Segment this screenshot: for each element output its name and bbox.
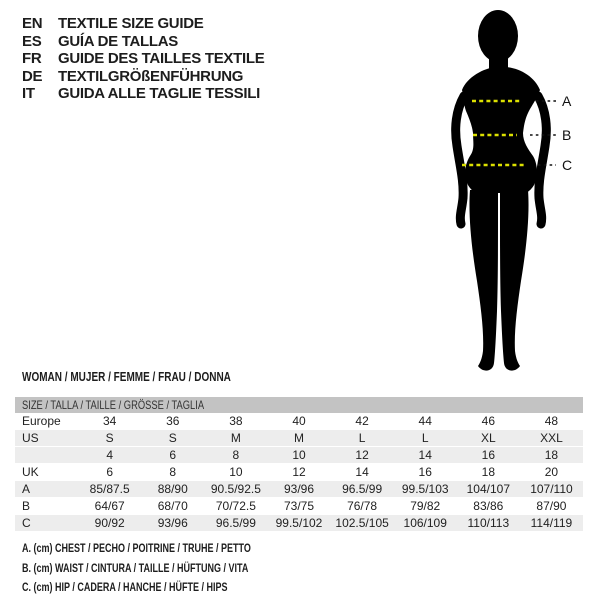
cell: 76/78 bbox=[331, 498, 394, 515]
cell: 6 bbox=[78, 464, 141, 481]
cell: 14 bbox=[394, 447, 457, 464]
cell: 70/72.5 bbox=[204, 498, 267, 515]
cell: 87/90 bbox=[520, 498, 583, 515]
cell: 4 bbox=[78, 447, 141, 464]
language-title: GUIDE DES TAILLES TEXTILE bbox=[58, 50, 265, 68]
language-row-de bbox=[22, 68, 264, 86]
cell: 96.5/99 bbox=[204, 515, 267, 532]
size-table-header-text: SIZE / TALLA / TAILLE / GRÖSSE / TAGLIA bbox=[22, 398, 205, 412]
cell: 68/70 bbox=[141, 498, 204, 515]
cell: 38 bbox=[204, 413, 267, 430]
language-row-fr bbox=[22, 50, 264, 68]
row-label: C bbox=[15, 515, 78, 532]
row-chest bbox=[15, 481, 583, 498]
cell: 6 bbox=[141, 447, 204, 464]
cell: S bbox=[141, 430, 204, 447]
size-table-header bbox=[15, 397, 583, 413]
cell: 64/67 bbox=[78, 498, 141, 515]
cell: 34 bbox=[78, 413, 141, 430]
language-code: EN bbox=[22, 15, 43, 33]
silhouette-body bbox=[456, 10, 547, 371]
language-title: GUIDA ALLE TAGLIE TESSILI bbox=[58, 85, 260, 103]
cell: 90.5/92.5 bbox=[204, 481, 267, 498]
cell: M bbox=[267, 430, 330, 447]
row-label: Europe bbox=[15, 413, 78, 430]
language-code: IT bbox=[22, 85, 35, 103]
cell: 14 bbox=[331, 464, 394, 481]
row-label: A bbox=[15, 481, 78, 498]
cell: 102.5/105 bbox=[331, 515, 394, 532]
cell: 93/96 bbox=[141, 515, 204, 532]
cell: 8 bbox=[141, 464, 204, 481]
cell: 20 bbox=[520, 464, 583, 481]
marker-a-label: A bbox=[562, 93, 572, 109]
row-label: UK bbox=[15, 464, 78, 481]
legend-hip: C. (cm) HIP / CADERA / HANCHE / HÜFTE / HIPS bbox=[22, 580, 228, 594]
cell: 83/86 bbox=[457, 498, 520, 515]
cell: XXL bbox=[520, 430, 583, 447]
cell: 110/113 bbox=[457, 515, 520, 532]
row-waist bbox=[15, 498, 583, 515]
cell: 42 bbox=[331, 413, 394, 430]
cell: 10 bbox=[204, 464, 267, 481]
legend-chest: A. (cm) CHEST / PECHO / POITRINE / TRUHE / PETTO bbox=[22, 541, 251, 555]
cell: 10 bbox=[267, 447, 330, 464]
language-list bbox=[22, 15, 264, 103]
silhouette-right-arm bbox=[538, 96, 546, 224]
cell: 96.5/99 bbox=[331, 481, 394, 498]
cell: 12 bbox=[331, 447, 394, 464]
cell: 99.5/102 bbox=[267, 515, 330, 532]
cell: 93/96 bbox=[267, 481, 330, 498]
cell: 46 bbox=[457, 413, 520, 430]
section-title: WOMAN / MUJER / FEMME / FRAU / DONNA bbox=[22, 370, 231, 384]
row-label: B bbox=[15, 498, 78, 515]
language-code: ES bbox=[22, 32, 42, 50]
row-hip bbox=[15, 515, 583, 532]
cell: 40 bbox=[267, 413, 330, 430]
row-us bbox=[15, 430, 583, 447]
language-title: TEXTILE SIZE GUIDE bbox=[58, 15, 204, 33]
language-code: DE bbox=[22, 67, 43, 85]
cell: 16 bbox=[457, 447, 520, 464]
measure-legend bbox=[22, 539, 327, 598]
cell: 8 bbox=[204, 447, 267, 464]
cell: 18 bbox=[457, 464, 520, 481]
marker-c-label: C bbox=[562, 157, 573, 173]
silhouette-right-leg bbox=[500, 190, 529, 371]
cell: 114/119 bbox=[520, 515, 583, 532]
row-label: US bbox=[15, 430, 78, 447]
language-code: FR bbox=[22, 50, 42, 68]
cell: 73/75 bbox=[267, 498, 330, 515]
cell: M bbox=[204, 430, 267, 447]
row-uk bbox=[15, 464, 583, 481]
legend-waist: B. (cm) WAIST / CINTURA / TAILLE / HÜFTUNG / VITA bbox=[22, 560, 249, 575]
cell: 36 bbox=[141, 413, 204, 430]
language-title: GUÍA DE TALLAS bbox=[58, 32, 178, 50]
language-title: TEXTILGRÖßENFÜHRUNG bbox=[58, 67, 244, 85]
marker-b-label: B bbox=[562, 127, 572, 143]
cell: 48 bbox=[520, 413, 583, 430]
language-row-it bbox=[22, 85, 264, 103]
cell: 104/107 bbox=[457, 481, 520, 498]
row-label bbox=[15, 447, 78, 464]
silhouette-left-arm bbox=[456, 96, 464, 224]
cell: L bbox=[394, 430, 457, 447]
cell: 88/90 bbox=[141, 481, 204, 498]
silhouette-left-leg bbox=[469, 190, 498, 371]
cell: L bbox=[331, 430, 394, 447]
cell: 99.5/103 bbox=[394, 481, 457, 498]
cell: 79/82 bbox=[394, 498, 457, 515]
cell: 44 bbox=[394, 413, 457, 430]
cell: S bbox=[78, 430, 141, 447]
silhouette-torso bbox=[462, 67, 540, 193]
cell: 106/109 bbox=[394, 515, 457, 532]
cell: 16 bbox=[394, 464, 457, 481]
language-row-en bbox=[22, 15, 264, 33]
cell: 107/110 bbox=[520, 481, 583, 498]
language-row-es bbox=[22, 33, 264, 51]
size-table bbox=[15, 397, 583, 532]
cell: 12 bbox=[267, 464, 330, 481]
cell: XL bbox=[457, 430, 520, 447]
cell: 90/92 bbox=[78, 515, 141, 532]
cell: 85/87.5 bbox=[78, 481, 141, 498]
row-us-numeric bbox=[15, 447, 583, 464]
size-table-header-row bbox=[15, 397, 583, 413]
woman-silhouette-figure bbox=[440, 6, 560, 378]
row-europe bbox=[15, 413, 583, 430]
cell: 18 bbox=[520, 447, 583, 464]
